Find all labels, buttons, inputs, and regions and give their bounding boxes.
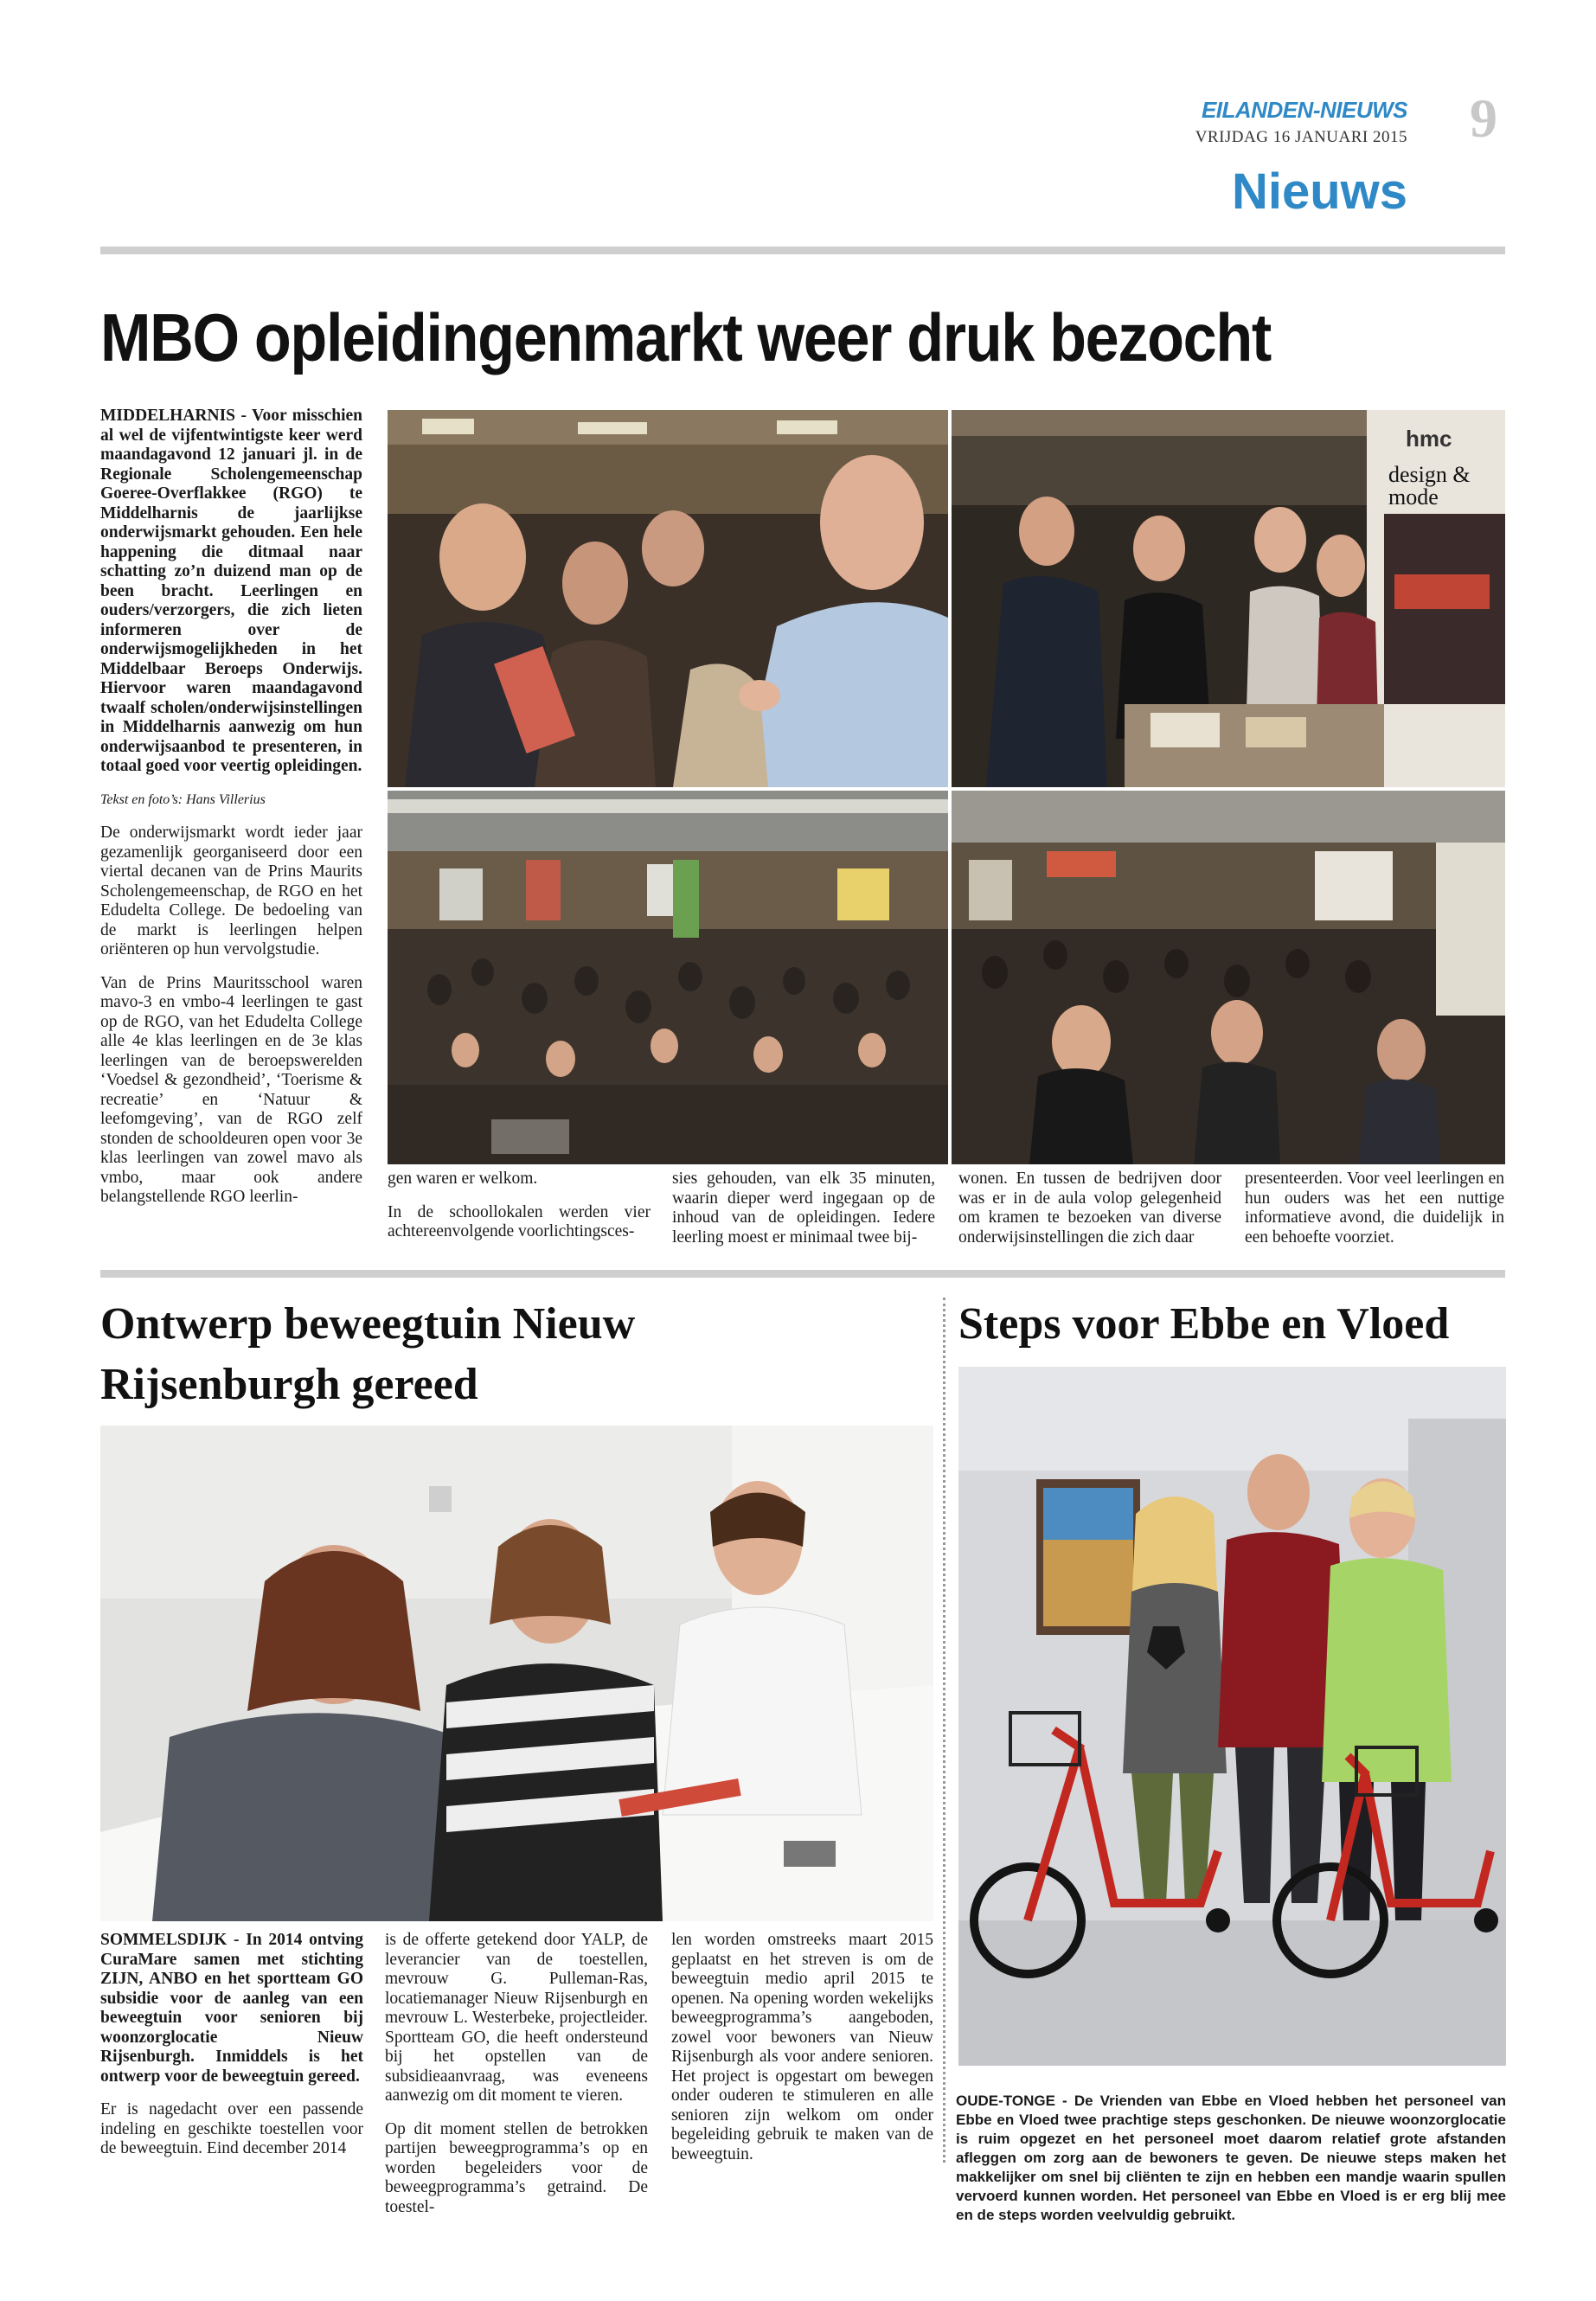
- column-divider: [943, 1298, 945, 2163]
- article1-column-5: [1245, 1170, 1504, 1261]
- article1-lede: MIDDELHARNIS - Voor misschien al wel de vijfentwintigste keer werd maandagavond 12 januari jl. in de Regionale Scholengemeenschap Goeree-Overflakkee (RGO) te Middelharnis de jaarlijkse onderwijsmarkt gehouden. Een hele happening die ditmaal naar schatting zo’n duizend man op de been bracht. Leerlingen en ouders/verzorgers, die zich lieten informeren over de onderwijsmogelijkheden in het Middelbaar Beroeps Onderwijs. Hiervoor waren maandagavond twaalf scholen/onderwijsinstellingen in Middelharnis aanwezig om hun onderwijsaanbod te presenteren, in totaal goed voor veertig opleidingen.: [100, 407, 362, 775]
- photo-stand-design-mode: [952, 410, 1505, 787]
- article2-column-1: [100, 1931, 363, 2173]
- article2-paragraph: Er is nagedacht over een passende indeling en geschikte toestellen voor de beweegtuin. Eind december 2014: [100, 2100, 363, 2157]
- photo-market-visitors: [388, 410, 948, 787]
- sign-design-mode: design & mode: [1388, 462, 1471, 510]
- middle-rule: [100, 1270, 1505, 1278]
- top-rule: [100, 247, 1505, 254]
- section-title: Nieuws: [1231, 163, 1407, 220]
- article1-paragraph: Van de Prins Mauritsschool waren mavo-3 en vmbo-4 leerlingen te gast op de RGO, van het Edudelta College alle 4e klas leerlingen en de 3e klas leerlingen van de beroepswerelden ‘Voedsel & gezondheid’, ‘Toerisme & recreatie’ en ‘Natuur & leefomgeving’, van de RGO zelf stonden de schooldeuren open voor 3e klas leerlingen van zowel mavo als vmbo, maar ook andere belangstellende RGO leerlin-: [100, 973, 362, 1206]
- article3-headline: Steps voor Ebbe en Vloed: [958, 1299, 1450, 1349]
- article2-paragraph: is de offerte getekend door YALP, de leverancier van de toestellen, mevrouw G. Pulleman-Ras, locatiemanager Nieuw Rijsenburgh en mevrouw L. Westerbeke, projectleider. Sportteam GO, die heeft ondersteund bij het opstellen van de subsidieaanvraag, was eveneens aanwezig om dit moment te vieren.: [385, 1931, 648, 2105]
- photo-steps-donation: [958, 1367, 1506, 2066]
- article1-paragraph: sies gehouden, van elk 35 minuten, waarin dieper werd ingegaan op de inhoud van de opleidingen. Iedere leerling moest er minimaal twee bij-: [672, 1170, 935, 1247]
- article2-headline: Ontwerp beweegtuin Nieuw Rijsenburgh gereed: [100, 1299, 636, 1409]
- article1-paragraph: In de schoollokalen werden vier achtereenvolgende voorlichtingsces-: [388, 1202, 651, 1240]
- issue-date: VRIJDAG 16 JANUARI 2015: [1195, 128, 1407, 146]
- article2-lede: SOMMELSDIJK - In 2014 ontving CuraMare samen met stichting ZIJN, ANBO en het sportteam GO subsidie voor de aanleg van een beweegtuin voor senioren bij woonzorglocatie Nieuw Rijsenburgh. Inmiddels is het ontwerp voor de beweegtuin gereed.: [100, 1931, 363, 2086]
- article2-paragraph: len worden omstreeks maart 2015 geplaatst en het streven is om de beweegtuin medio april 2015 te openen. Na opening worden wekelijks beweegprogramma’s aangeboden, zowel voor bewoners van Nieuw Rijsenburgh als voor andere senioren. Het project is opgestart om bewegen onder ouderen te stimuleren en alle senioren zijn welkom om onder begeleiding gebruik te maken van de beweegtuin.: [671, 1931, 933, 2163]
- article1-column-2: [388, 1170, 651, 1256]
- photo-aula-crowd: [388, 791, 948, 1164]
- page-number: 9: [1470, 87, 1497, 149]
- sign-hmc: hmc: [1406, 426, 1452, 452]
- article2-column-2: [385, 1931, 648, 2231]
- article1-credit: Tekst en foto’s: Hans Villerius: [100, 792, 266, 807]
- article1-paragraph: presenteerden. Voor veel leerlingen en hun ouders was het een nuttige informatieve avond, die duidelijk in een behoefte voorziet.: [1245, 1170, 1504, 1247]
- article1-paragraph: wonen. En tussen de bedrijven door was er in de aula volop gelegenheid om kramen te bezoeken van diverse onderwijsinstellingen die zich daar: [958, 1170, 1221, 1247]
- article1-headline: MBO opleidingenmarkt weer druk bezocht: [100, 299, 1271, 375]
- article1-column-1: [100, 407, 362, 1221]
- photo-signing-offer: [100, 1426, 933, 1921]
- article2-column-3: [671, 1931, 933, 2178]
- article2-paragraph: Op dit moment stellen de betrokken partijen beweegprogramma’s op en worden begeleiders voor de beweegprogramma’s getraind. De toestel-: [385, 2119, 648, 2216]
- article1-column-3: [672, 1170, 935, 1261]
- photo-crowd-at-stands: [952, 791, 1505, 1164]
- article1-column-4: [958, 1170, 1221, 1261]
- newspaper-brand: EILANDEN-NIEUWS: [1201, 97, 1407, 123]
- article1-paragraph: gen waren er welkom.: [388, 1170, 538, 1188]
- article3-caption: OUDE-TONGE - De Vrienden van Ebbe en Vloed hebben het personeel van Ebbe en Vloed twee prachtige steps geschonken. De nieuwe woonzorglocatie is ruim opgezet en het personeel moet daarom relatief grote afstanden afleggen om zorg aan de bewoners te geven. De nieuwe steps maken het makkelijker om snel bij cliënten te zijn en hebben een mandje waarin spullen vervoerd kunnen worden. Het personeel van Ebbe en Vloed is er erg blij mee en de steps worden veelvuldig gebruikt.: [956, 2093, 1506, 2223]
- article1-paragraph: De onderwijsmarkt wordt ieder jaar gezamenlijk georganiseerd door een viertal decanen van de Prins Maurits Scholengemeenschap, de RGO en het Edudelta College. De bedoeling van de markt is leerlingen helpen oriënteren op hun vervolgstudie.: [100, 824, 362, 958]
